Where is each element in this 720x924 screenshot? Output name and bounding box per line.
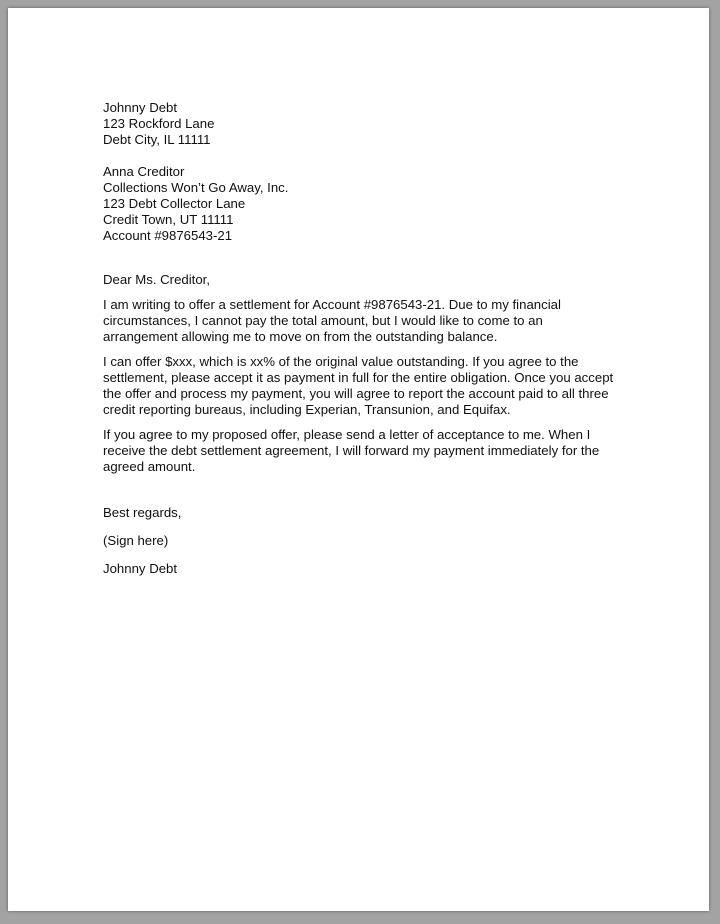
paragraph-line: I am writing to offer a settlement for Account #9876543-21. Due to my financial [103,297,561,312]
body-paragraph [103,354,643,418]
paragraph-line: receive the debt settlement agreement, I will forward my payment immediately for the [103,443,600,458]
paragraph-line: credit reporting bureaus, including Experian, Transunion, and Equifax. [103,402,511,417]
recipient-company: Collections Won’t Go Away, Inc. [103,180,289,195]
sender-name: Johnny Debt [103,100,178,115]
body-paragraph [103,297,643,345]
recipient-address [103,164,643,244]
paragraph-line: the offer and process my payment, you will agree to report the account paid to all three [103,386,609,401]
sender-address [103,100,643,148]
salutation: Dear Ms. Creditor, [103,272,210,287]
recipient-account: Account #9876543-21 [103,228,233,243]
paragraph-line: I can offer $xxx, which is xx% of the original value outstanding. If you agree to the [103,354,579,369]
sender-city: Debt City, IL 11111 [103,132,211,147]
recipient-name: Anna Creditor [103,164,185,179]
recipient-street: 123 Debt Collector Lane [103,196,246,211]
closing-regards: Best regards, [103,505,182,520]
paragraph-line: If you agree to my proposed offer, please send a letter of acceptance to me. When I [103,427,591,442]
paragraph-line: settlement, please accept it as payment in full for the entire obligation. Once you accept [103,370,614,385]
letter-page [8,8,709,911]
letter-content [103,100,643,577]
closing [103,505,643,577]
paragraph-line: circumstances, I cannot pay the total amount, but I would like to come to an [103,313,543,328]
recipient-city: Credit Town, UT 11111 [103,212,234,227]
paragraph-line: arrangement allowing me to move on from the outstanding balance. [103,329,498,344]
paragraph-line: agreed amount. [103,459,196,474]
sender-street: 123 Rockford Lane [103,116,215,131]
closing-name: Johnny Debt [103,561,178,576]
body-paragraph [103,427,643,475]
signature-placeholder: (Sign here) [103,533,169,548]
